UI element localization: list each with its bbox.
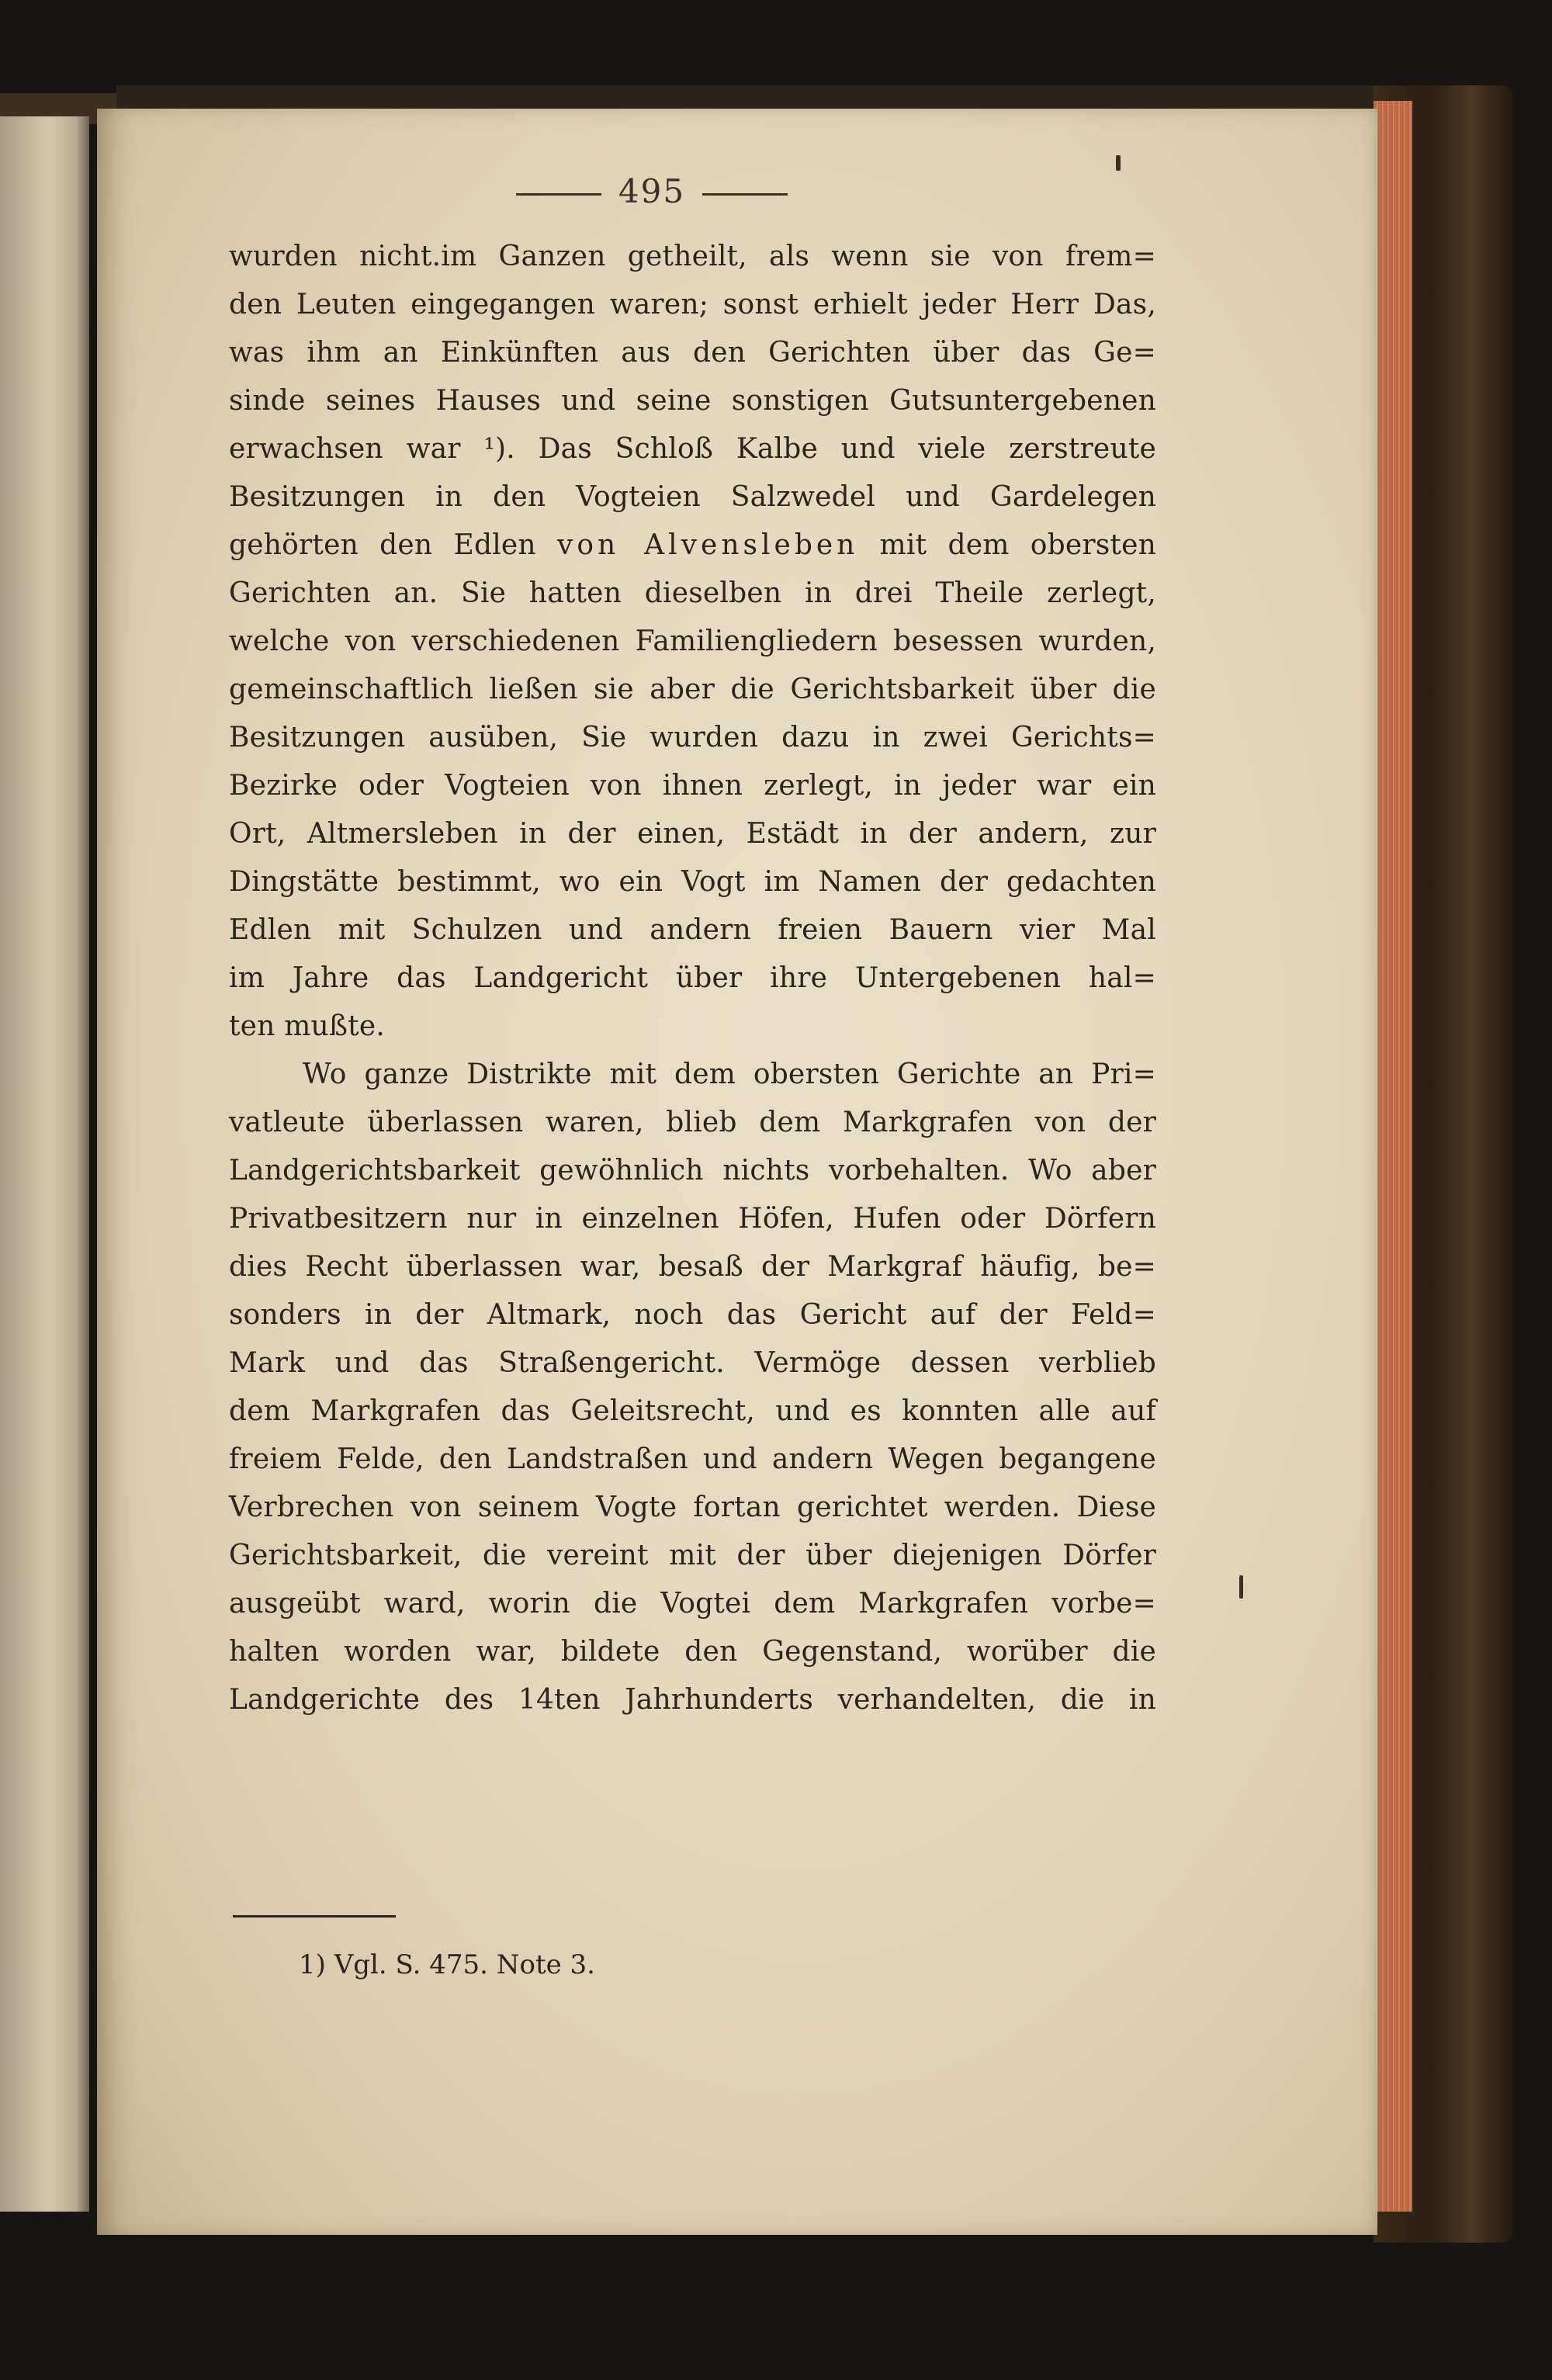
footnote: 1) Vgl. S. 475. Note 3. (299, 1949, 595, 1980)
page-speck (1116, 155, 1121, 171)
text-line: den Leuten eingegangen waren; sonst erhielt jeder Herr Das, (229, 289, 1156, 320)
text-line (229, 521, 1156, 570)
right-dash (702, 193, 788, 196)
text-line: Landgerichte des 14ten Jahrhunderts verhandelten, die in (229, 1684, 1156, 1716)
text-line: Edlen mit Schulzen und andern freien Bauern vier Mal (229, 914, 1156, 946)
page-speck (1239, 1575, 1243, 1599)
text-line: Landgerichtsbarkeit gewöhnlich nichts vorbehalten. Wo aber (229, 1155, 1156, 1187)
text-line: erwachsen war ¹). Das Schloß Kalbe und viele zerstreute (229, 433, 1156, 465)
text-line: im Jahre das Landgericht über ihre Untergebenen hal= (229, 962, 1156, 994)
text-line: Besitzungen ausüben, Sie wurden dazu in zwei Gerichts= (229, 722, 1156, 753)
text-line: Wo ganze Distrikte mit dem obersten Gerichte an Pri= (303, 1058, 1156, 1090)
text-line: ten mußte. (229, 1010, 385, 1042)
text-line: Privatbesitzern nur in einzelnen Höfen, Hufen oder Dörfern (229, 1203, 1156, 1235)
page-number-text: 495 (618, 172, 686, 210)
text-line: wurden nicht.im Ganzen getheilt, als wenn sie von frem= (229, 241, 1156, 272)
text-fragment: gehörten den Edlen (229, 529, 536, 561)
text-line: halten worden war, bildete den Gegenstand, worüber die (229, 1636, 1156, 1668)
text-line: Gerichten an. Sie hatten dieselben in drei Theile zerlegt, (229, 577, 1156, 609)
text-line: Gerichtsbarkeit, die vereint mit der über diejenigen Dörfer (229, 1540, 1156, 1571)
text-fragment: mit dem obersten (879, 529, 1156, 561)
left-page-margin (0, 116, 89, 2212)
text-line: Ort, Altmersleben in der einen, Estädt in der andern, zur (229, 818, 1156, 850)
body-text (229, 233, 1156, 1724)
text-line: Besitzungen in den Vogteien Salzwedel und Gardelegen (229, 481, 1156, 513)
text-line: dem Markgrafen das Geleitsrecht, und es konnten alle auf (229, 1395, 1156, 1427)
text-line: Bezirke oder Vogteien von ihnen zerlegt, in jeder war ein (229, 770, 1156, 802)
page-number (0, 172, 1304, 210)
text-line: gemeinschaftlich ließen sie aber die Gerichtsbarkeit über die (229, 674, 1156, 705)
spaced-name: von Alvensleben (557, 529, 859, 561)
text-line: Dingstätte bestimmt, wo ein Vogt im Namen der gedachten (229, 866, 1156, 898)
page-edges (1374, 101, 1412, 2212)
footnote-rule (233, 1915, 396, 1918)
text-line: dies Recht überlassen war, besaß der Markgraf häufig, be= (229, 1251, 1156, 1283)
text-line: Mark und das Straßengericht. Vermöge dessen verblieb (229, 1347, 1156, 1379)
text-line: sonders in der Altmark, noch das Gericht auf der Feld= (229, 1299, 1156, 1331)
text-line: freiem Felde, den Landstraßen und andern Wegen begangene (229, 1443, 1156, 1475)
text-line: vatleute überlassen waren, blieb dem Markgrafen von der (229, 1107, 1156, 1138)
text-line: was ihm an Einkünften aus den Gerichten über das Ge= (229, 337, 1156, 369)
text-line: welche von verschiedenen Familiengliedern besessen wurden, (229, 625, 1156, 657)
left-dash (516, 193, 601, 196)
text-line: sinde seines Hauses und seine sonstigen Gutsuntergebenen (229, 385, 1156, 417)
text-line: Verbrechen von seinem Vogte fortan gerichtet werden. Diese (229, 1491, 1156, 1523)
text-line: ausgeübt ward, worin die Vogtei dem Markgrafen vorbe= (229, 1588, 1156, 1620)
